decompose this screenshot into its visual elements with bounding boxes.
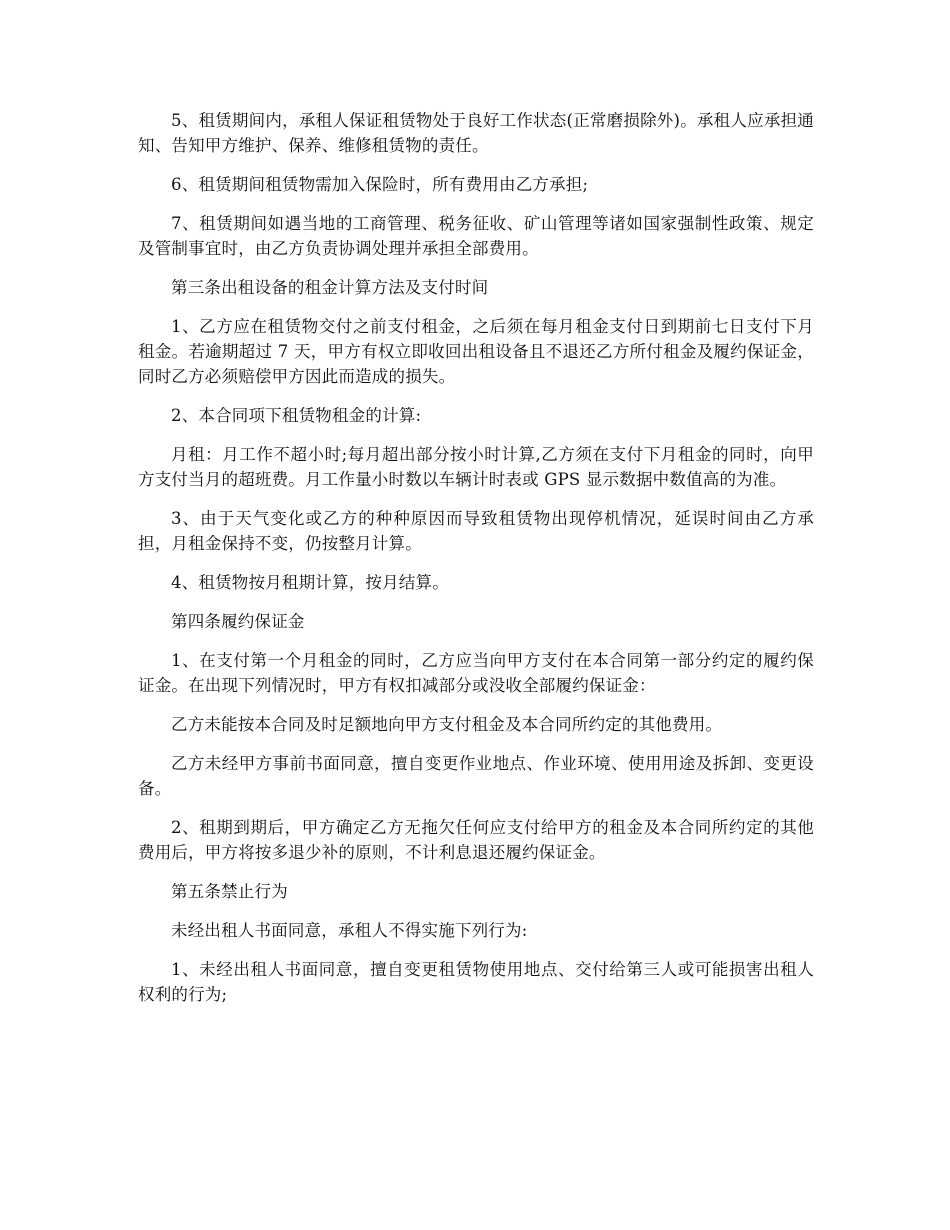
section-heading-article-5: 第五条禁止行为 — [171, 882, 288, 901]
paragraph-rent-payment: 1、乙方应在租赁物交付之前支付租金，之后须在每月租金支付日到期前七日支付下月租金。若逾期超过 7 天，甲方有权立即收回出租设备且不退还乙方所付租金及履约保证金，同时乙方必须赔偿甲方因此而造成的损失。 — [138, 317, 814, 386]
document-body — [138, 108, 814, 1021]
paragraph-downtime: 3、由于天气变化或乙方的种种原因而导致租赁物出现停机情况，延误时间由乙方承担，月租金保持不变，仍按整月计算。 — [138, 509, 814, 553]
paragraph-monthly-settlement: 4、租赁物按月租期计算，按月结算。 — [171, 573, 449, 592]
section-heading-article-4: 第四条履约保证金 — [171, 612, 305, 631]
paragraph-deposit-payment: 1、在支付第一个月租金的同时，乙方应当向甲方支付在本合同第一部分约定的履约保证金。在出现下列情况时，甲方有权扣减部分或没收全部履约保证金： — [138, 651, 814, 695]
paragraph-clause-6: 6、租赁期间租赁物需加入保险时，所有费用由乙方承担; — [171, 175, 589, 194]
paragraph-clause-5: 5、租赁期间内，承租人保证租赁物处于良好工作状态(正常磨损除外)。承租人应承担通知、告知甲方维护、保养、维修租赁物的责任。 — [138, 111, 814, 155]
section-heading-article-3: 第三条出租设备的租金计算方法及支付时间 — [171, 278, 489, 297]
paragraph-deposit-refund: 2、租期到期后，甲方确定乙方无拖欠任何应支付给甲方的租金及本合同所约定的其他费用后，甲方将按多退少补的原则，不计利息退还履约保证金。 — [138, 818, 814, 862]
paragraph-deposit-case-1: 乙方未能按本合同及时足额地向甲方支付租金及本合同所约定的其他费用。 — [171, 715, 723, 734]
paragraph-rent-calculation: 2、本合同项下租赁物租金的计算: — [171, 406, 422, 425]
paragraph-prohibited-intro: 未经出租人书面同意，承租人不得实施下列行为: — [171, 921, 528, 940]
paragraph-prohibited-1: 1、未经出租人书面同意，擅自变更租赁物使用地点、交付给第三人或可能损害出租人权利的行为; — [138, 960, 814, 1004]
paragraph-deposit-case-2: 乙方未经甲方事前书面同意，擅自变更作业地点、作业环境、使用用途及拆卸、变更设备。 — [138, 754, 814, 798]
paragraph-monthly-rent: 月租：月工作不超小时;每月超出部分按小时计算,乙方须在支付下月租金的同时，向甲方支付当月的超班费。月工作量小时数以车辆计时表或 GPS 显示数据中数值高的为准。 — [138, 445, 814, 489]
paragraph-clause-7: 7、租赁期间如遇当地的工商管理、税务征收、矿山管理等诸如国家强制性政策、规定及管制事宜时，由乙方负责协调处理并承担全部费用。 — [138, 214, 814, 258]
